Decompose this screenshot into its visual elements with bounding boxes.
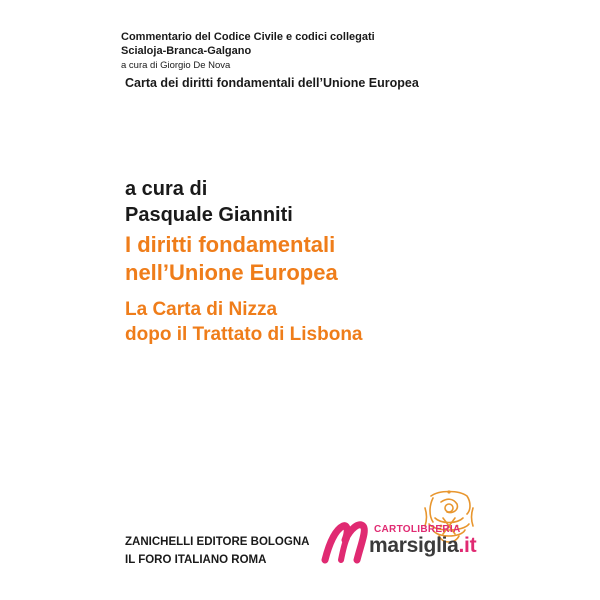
editor-block xyxy=(125,176,293,228)
editor-label: a cura di xyxy=(125,178,208,200)
book-title xyxy=(125,231,338,287)
book-title-line1: I diritti fondamentali xyxy=(125,232,336,257)
marsiglia-m-logo-icon xyxy=(321,520,373,564)
series-editor: a cura di Giorgio De Nova xyxy=(121,60,231,71)
book-subtitle-line1: La Carta di Nizza xyxy=(125,299,278,320)
volume-title: Carta dei diritti fondamentali dell’Unione Europea xyxy=(125,76,419,90)
watermark-small-text: CARTOLIBRERIA xyxy=(374,524,461,535)
watermark-name xyxy=(369,534,476,558)
book-subtitle-line2: dopo il Trattato di Lisbona xyxy=(125,324,363,345)
book-title-line2: nell’Unione Europea xyxy=(125,260,338,285)
watermark-name-text: marsiglia xyxy=(369,534,459,557)
series-header xyxy=(121,30,375,73)
publisher-line1: ZANICHELLI EDITORE BOLOGNA xyxy=(125,536,310,548)
series-title: Commentario del Codice Civile e codici collegati xyxy=(121,31,375,43)
book-subtitle xyxy=(125,297,363,347)
publisher-block xyxy=(125,533,309,569)
publisher-line2: IL FORO ITALIANO ROMA xyxy=(125,554,267,566)
book-cover xyxy=(5,0,595,600)
editor-name: Pasquale Gianniti xyxy=(125,204,293,226)
series-authors: Scialoja-Branca-Galgano xyxy=(121,45,252,57)
store-watermark xyxy=(321,516,521,566)
watermark-tld: .it xyxy=(458,534,477,557)
